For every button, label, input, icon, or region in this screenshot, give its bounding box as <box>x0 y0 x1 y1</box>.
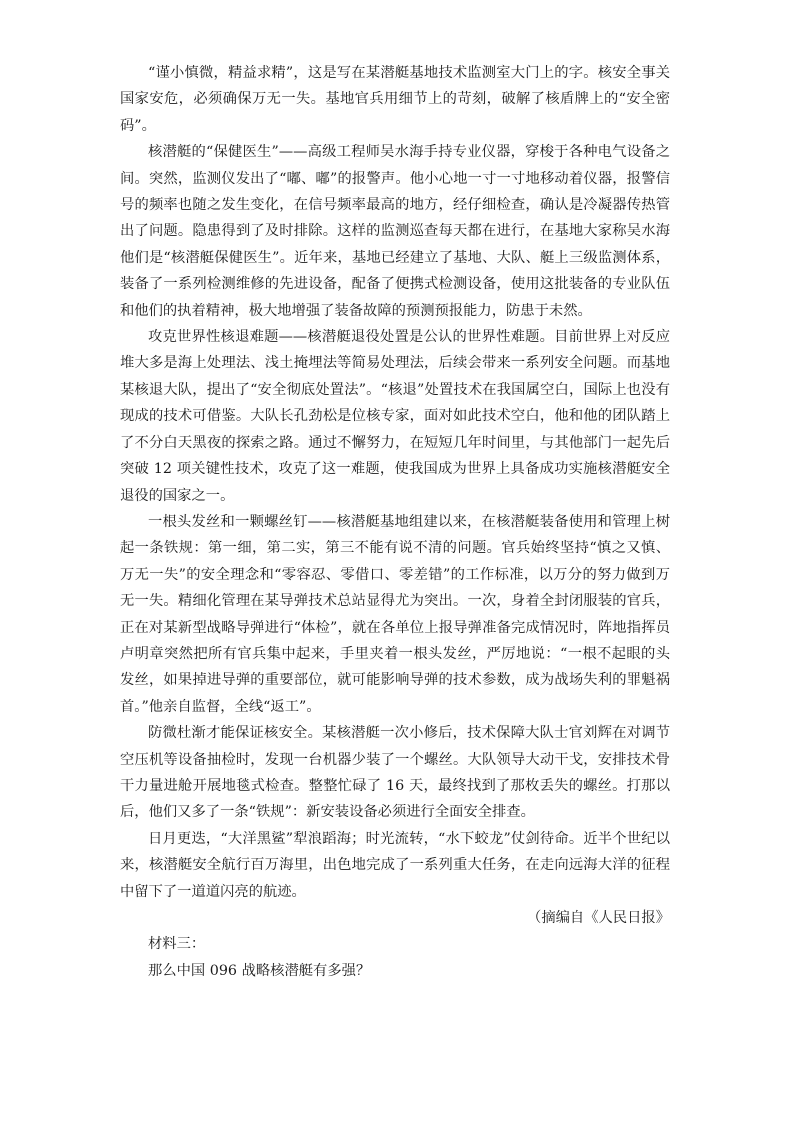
paragraph-5: 防微杜渐才能保证核安全。某核潜艇一次小修后，技术保障大队士官刘辉在对调节空压机等设备抽检时，发现一台机器少装了一个螺丝。大队领导大动干戈，安排技术骨干力量进舱开展地毯式检查。整整忙碌了 16 天，最终找到了那枚丢失的螺丝。打那以后，他们又多了一条“铁规”：新安装设备必须进行全面安全排查。 <box>120 725 670 821</box>
document-body <box>120 60 670 984</box>
paragraph-1: “谨小慎微，精益求精”，这是写在某潜艇基地技术监测室大门上的字。核安全事关国家安危，必须确保万无一失。基地官兵用细节上的苛刻，破解了核盾牌上的“安全密码”。 <box>120 65 670 134</box>
paragraph-2: 核潜艇的“保健医生”——高级工程师吴水海手持专业仪器，穿梭于各种电气设备之间。突然，监测仪发出了“嘟、嘟”的报警声。他小心地一寸一寸地移动着仪器，报警信号的频率也随之发生变化，在信号频率最高的地方，经仔细检查，确认是冷凝器传热管出了问题。隐患得到了及时排除。这样的监测巡查每天都在进行，在基地大家称吴水海他们是“核潜艇保健医生”。近年来，基地已经建立了基地、大队、艇上三级监测体系，装备了一系列检测维修的先进设备，配备了便携式检测设备，使用这批装备的专业队伍和他们的执着精神，极大地增强了装备故障的预测预报能力，防患于未然。 <box>120 144 670 319</box>
question-line: 那么中国 096 战略核潜艇有多强？ <box>148 962 371 979</box>
material-label: 材料三： <box>148 936 206 953</box>
paragraph-6: 日月更迭，“大洋黑鲨”犁浪蹈海；时光流转，“水下蛟龙”仗剑待命。近半个世纪以来，核潜艇安全航行百万海里，出色地完成了一系列重大任务，在走向远海大洋的征程中留下了一道道闪亮的航迹。 <box>120 830 670 900</box>
source-citation: （摘编自《人民日报》 <box>527 910 670 926</box>
paragraph-4: 一根头发丝和一颗螺丝钉——核潜艇基地组建以来，在核潜艇装备使用和管理上树起一条铁规：第一细，第二实，第三不能有说不清的问题。官兵始终坚持“慎之又慎、万无一失”的安全理念和“零容忍、零借口、零差错”的工作标准，以万分的努力做到万无一失。精细化管理在某导弹技术总站显得尤为突出。一次，身着全封闭服装的官兵，正在对某新型战略导弹进行“体检”，就在各单位上报导弹准备完成情况时，阵地指挥员卢明章突然把所有官兵集中起来，手里夹着一根头发丝，严厉地说：“一根不起眼的头发丝，如果掉进导弹的重要部位，就可能影响导弹的技术参数，成为战场失利的罪魁祸首。”他亲自监督，全线“返工”。 <box>120 513 670 715</box>
paragraph-3: 攻克世界性核退难题——核潜艇退役处置是公认的世界性难题。目前世界上对反应堆大多是海上处理法、浅土掩埋法等简易处理法，后续会带来一系列安全问题。而基地某核退大队，提出了“安全彻底处置法”。“核退”处置技术在我国属空白，国际上也没有现成的技术可借鉴。大队长孔劲松是位核专家，面对如此技术空白，他和他的团队踏上了不分白天黑夜的探索之路。通过不懈努力，在短短几年时间里，与其他部门一起先后突破 12 项关键性技术，攻克了这一难题，使我国成为世界上具备成功实施核潜艇安全退役的国家之一。 <box>120 329 670 504</box>
